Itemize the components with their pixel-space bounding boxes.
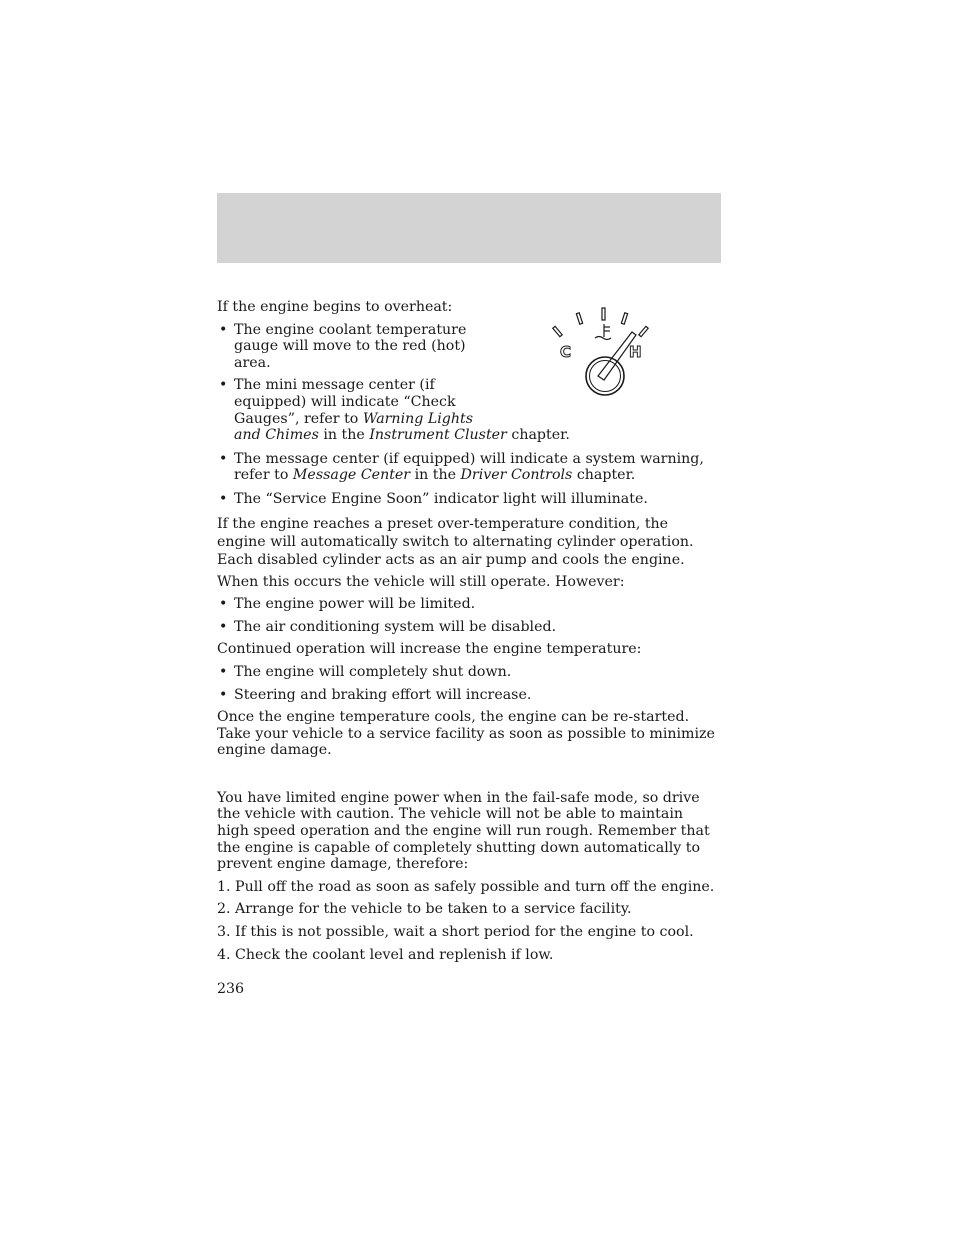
list-item: 1. Pull off the road as soon as safely possible and turn off the engine. bbox=[217, 878, 715, 895]
overheat-bullet-mini-message: The mini message center (if equipped) will indicate “Check Gauges”, refer to bbox=[234, 377, 456, 427]
overheat-bullet-service-engine: The “Service Engine Soon” indicator light will illuminate. bbox=[234, 490, 648, 507]
list-item: 3. If this is not possible, wait a short period for the engine to cool. bbox=[217, 924, 694, 941]
list-item bbox=[217, 619, 727, 636]
failsafe-bullet-steering: Steering and braking effort will increase. bbox=[234, 686, 532, 703]
list-item bbox=[217, 451, 727, 484]
limited-power-paragraph: You have limited engine power when in the fail-safe mode, so drive the vehicle with caution. The vehicle will not be able to maintain high speed operation and the engine will run rough. Remember that the engine is capable of completely shutting down automatically to prevent engine damage, therefore: bbox=[217, 789, 710, 873]
page-content bbox=[217, 299, 727, 963]
list-item bbox=[217, 491, 727, 508]
failsafe-paragraph-3: Continued operation will increase the engine temperature: bbox=[217, 641, 642, 658]
list-item bbox=[217, 687, 727, 704]
list-item bbox=[217, 664, 727, 681]
connector-text: in the bbox=[323, 427, 365, 444]
overheat-bullet-message-center: The message center (if equipped) will indicate a system warning, refer to bbox=[234, 450, 704, 484]
connector-text: chapter. bbox=[511, 427, 570, 444]
driver-controls-reference: Driver Controls bbox=[460, 467, 573, 484]
overheat-intro: If the engine begins to overheat: bbox=[217, 299, 453, 315]
failsafe-paragraph-1: If the engine reaches a preset over-temperature condition, the engine will automatically switch to alternating cylinder operation. Each disabled cylinder acts as an air pump and cools the engine. bbox=[217, 515, 694, 568]
list-item bbox=[217, 322, 484, 372]
list-item bbox=[217, 377, 727, 443]
list-item bbox=[217, 596, 727, 613]
section-header-band bbox=[217, 193, 721, 263]
failsafe-bullet-shutdown: The engine will completely shut down. bbox=[234, 663, 512, 680]
failsafe-paragraph-4: Once the engine temperature cools, the engine can be re-started. Take your vehicle to a service facility as soon as possible to minimize engine damage. bbox=[217, 709, 715, 759]
connector-text: in the bbox=[414, 467, 457, 484]
page-number: 236 bbox=[217, 981, 245, 997]
warning-lights-reference: Warning Lights bbox=[362, 410, 473, 427]
chimes-reference: and Chimes bbox=[234, 427, 319, 444]
overheat-bullet-gauge: The engine coolant temperature gauge will move to the red (hot) area. bbox=[234, 321, 467, 371]
instrument-cluster-reference: Instrument Cluster bbox=[369, 427, 507, 444]
failsafe-bullet-ac: The air conditioning system will be disabled. bbox=[234, 618, 557, 635]
list-item: 2. Arrange for the vehicle to be taken to a service facility. bbox=[217, 901, 632, 918]
message-center-reference: Message Center bbox=[292, 467, 411, 484]
list-item: 4. Check the coolant level and replenish if low. bbox=[217, 946, 554, 963]
connector-text: chapter. bbox=[576, 467, 636, 484]
gauge-cold-label: C bbox=[560, 343, 572, 361]
gauge-hot-label: H bbox=[629, 343, 642, 361]
failsafe-bullet-power: The engine power will be limited. bbox=[234, 596, 476, 613]
failsafe-paragraph-2: When this occurs the vehicle will still operate. However: bbox=[217, 573, 625, 590]
